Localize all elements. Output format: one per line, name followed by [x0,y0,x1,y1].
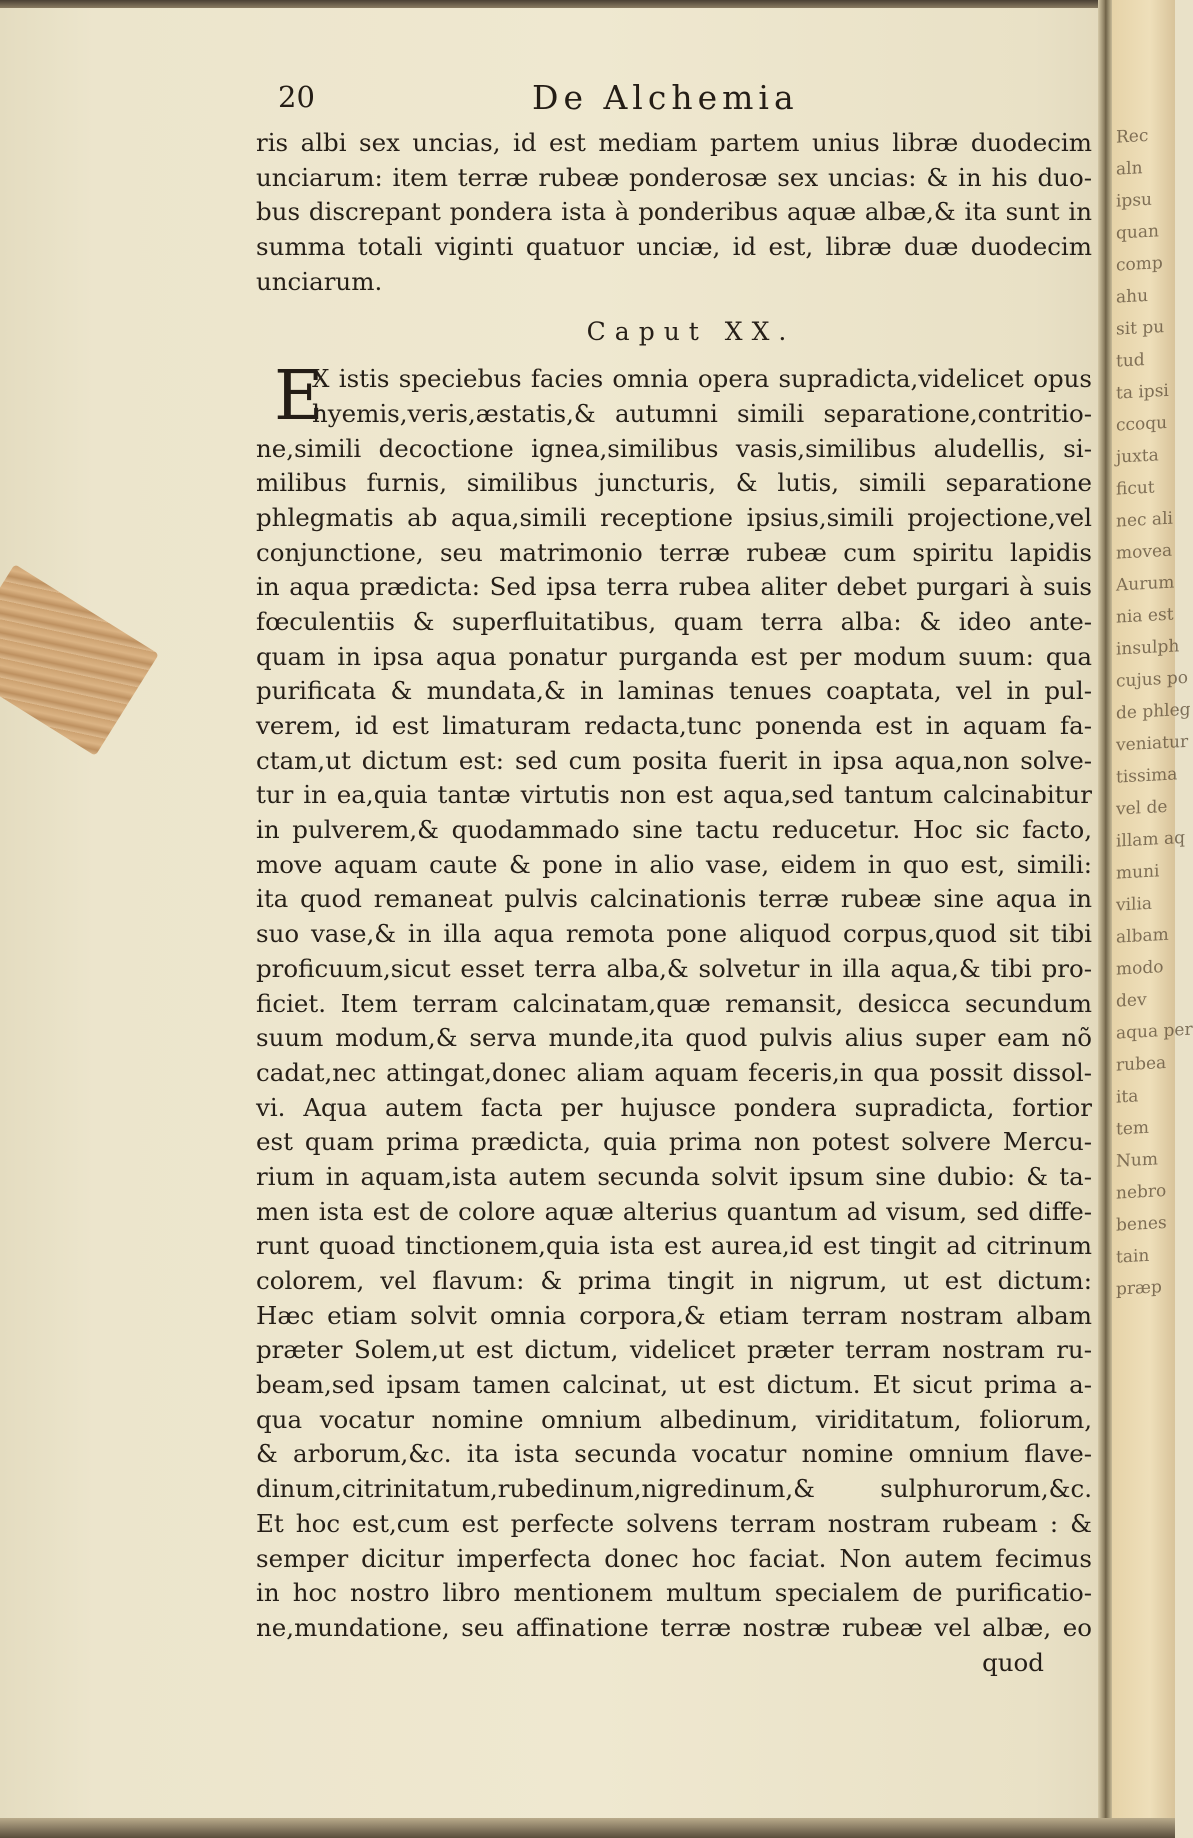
text-line: summa totali viginti quatuor unciæ, id est, libræ duæ duodecim [256,232,1092,262]
text-line: move aquam caute & pone in alio vase, eidem in quo est, simili: [256,849,1092,879]
body-text [256,126,1092,1680]
text-line: est quam prima prædicta, quia prima non potest solvere Mercu- [256,1127,1092,1157]
text-line: suo vase,& in illa aqua remota pone aliquod corpus,quod sit tibi [256,919,1092,949]
text-line: in hoc nostro libro mentionem multum specialem de purificatio- [256,1578,1092,1608]
facing-page-fragment: Num [1116,1149,1158,1172]
chapter-heading: Caput XX. [586,317,796,347]
facing-page-fragment: nia est [1116,604,1174,628]
facing-page-fragment: tissima [1116,764,1178,788]
facing-page-fragment: veniatur [1116,731,1189,756]
text-line: phlegmatis ab aqua,simili receptione ipsius,simili projectione,vel [256,502,1092,532]
text-line: unciarum: item terræ rubeæ ponderosæ sex uncias: & in his duo- [256,162,1092,192]
facing-page-fragment: rubea [1116,1052,1167,1076]
facing-page-fragment: juxta [1116,445,1159,468]
facing-page-fragment: ipsu [1116,189,1152,212]
text-line: qua vocatur nomine omnium albedinum, viriditatum, foliorum, [256,1404,1092,1434]
text-line: fœculentiis & superfluitatibus, quam terra alba: & ideo ante- [256,606,1092,636]
facing-page-fragment: aqua per [1116,1019,1193,1044]
text-line: dinum,citrinitatum,rubedinum,nigredinum,& sulphurorum,&c. [256,1474,1092,1504]
facing-page-fragment: benes [1116,1212,1167,1236]
text-line: purificata & mundata,& in laminas tenues coaptata, vel in pul- [256,676,1092,706]
facing-page-fragment: ita [1116,1086,1139,1108]
text-line: Hæc etiam solvit omnia corpora,& etiam terram nostram albam [256,1300,1092,1330]
facing-page-text [1116,120,1193,1304]
facing-page-fragment: ficut [1116,477,1155,500]
catchword: quod [982,1647,1044,1677]
facing-page-fragment: vel de [1116,796,1168,820]
facing-page-fragment: sit pu [1116,317,1165,340]
text-line: semper dicitur imperfecta donec hoc faciat. Non autem fecimus [256,1543,1092,1573]
text-line: conjunctione, seu matrimonio terræ rubeæ cum spiritu lapidis [256,537,1092,567]
paragraph-continuation [256,126,1092,299]
facing-page-fragment: illam aq [1116,827,1185,852]
facing-page-fragment: aln [1116,158,1143,180]
text-line: quam in ipsa aqua ponatur purganda est per modum suum: qua [256,641,1092,671]
facing-page-fragment: comp [1116,253,1163,276]
text-line: X istis speciebus facies omnia opera supradicta,videlicet opus [312,364,1092,394]
facing-page-fragment: nec ali [1116,508,1173,532]
facing-page [1112,0,1193,1838]
text-line: ctam,ut dictum est: sed cum posita fuerit in ipsa aqua,non solve- [256,745,1092,775]
facing-page-fragment: muni [1116,861,1160,884]
page-number: 20 [278,80,315,114]
text-line: Et hoc est,cum est perfecte solvens terram nostram rubeam : & [256,1508,1092,1538]
text-line: in aqua prædicta: Sed ipsa terra rubea aliter debet purgari à suis [256,572,1092,602]
text-line: beam,sed ipsam tamen calcinat, ut est dictum. Et sicut prima a- [256,1370,1092,1400]
page-top-edge [0,0,1175,8]
facing-page-fragment: nebro [1116,1180,1167,1204]
facing-page-fragment: ccoqu [1116,412,1168,436]
text-line: ita quod remaneat pulvis calcinationis terræ rubeæ sine aqua in [256,884,1092,914]
dropcap-lines [256,357,1092,437]
text-line: præter Solem,ut est dictum, videlicet præter terram nostram ru- [256,1335,1092,1365]
facing-page-fragment: tud [1116,350,1145,372]
facing-page-fragment: vilia [1116,893,1153,916]
facing-page-fragment: ahu [1116,285,1149,308]
chapter-paragraph [256,432,1092,1646]
text-line: rium in aquam,ista autem secunda solvit ipsum sine dubio: & ta- [256,1161,1092,1191]
text-line: ficiet. Item terram calcinatam,quæ remansit, desicca secundum [256,988,1092,1018]
text-line: & arborum,&c. ita ista secunda vocatur nomine omnium flave- [256,1439,1092,1469]
facing-page-fragment: modo [1116,957,1164,980]
text-line: in pulverem,& quodammado sine tactu reducetur. Hoc sic facto, [256,815,1092,845]
chapter-opening [256,357,1092,437]
drop-cap: E [274,357,324,437]
facing-page-fragment: Rec [1116,125,1149,148]
page-header [278,78,1088,128]
facing-page-fragment: dev [1116,989,1147,1012]
text-line: cadat,nec attingat,donec aliam aquam feceris,in qua possit dissol- [256,1057,1092,1087]
text-line: verem, id est limaturam redacta,tunc ponenda est in aquam fa- [256,711,1092,740]
text-line: ris albi sex uncias, id est mediam partem unius libræ duodecim [256,128,1092,157]
facing-page-fragment: tem [1116,1117,1150,1140]
facing-page-fragment: quan [1116,221,1159,244]
text-line: hyemis,veris,æstatis,& autumni simili separatione,contritio- [312,398,1092,428]
text-line: milibus furnis, similibus juncturis, & lutis, simili separatione [256,468,1092,498]
text-line: tur in ea,quia tantæ virtutis non est aqua,sed tantum calcinabitur [256,780,1092,810]
text-line: colorem, vel flavum: & prima tingit in nigrum, ut est dictum: [256,1266,1092,1295]
facing-page-fragment: ta ipsi [1116,380,1169,404]
text-line: unciarum. [256,266,383,296]
text-line: runt quoad tinctionem,quia ista est aurea,id est tingit ad citrinum [256,1231,1092,1261]
facing-page-fragment: movea [1116,540,1173,564]
facing-page-fragment: præp [1116,1277,1162,1300]
text-line: proficuum,sicut esset terra alba,& solvetur in illa aqua,& tibi pro- [256,953,1092,983]
text-line: vi. Aqua autem facta per hujusce pondera supradicta, fortior [256,1092,1092,1122]
page-bottom-edge [0,1818,1175,1838]
running-title: De Alchemia [532,78,799,117]
facing-page-fragment: tain [1116,1245,1150,1268]
text-line: suum modum,& serva munde,ita quod pulvis alius super eam nõ [256,1023,1092,1053]
text-line: ne,mundatione, seu affinatione terræ nostræ rubeæ vel albæ, eo [256,1612,1092,1642]
text-line: bus discrepant pondera ista à ponderibus aquæ albæ,& ita sunt in [256,197,1092,227]
book-gutter [1098,0,1112,1838]
facing-page-fragment: Aurum [1116,572,1175,596]
text-line: ne,simili decoctione ignea,similibus vasis,similibus aludellis, si- [256,433,1092,463]
text-line: men ista est de colore aquæ alterius quantum ad visum, sed diffe- [256,1196,1092,1226]
facing-page-fragment: de phleg [1116,699,1191,724]
facing-page-fragment: albam [1116,924,1169,948]
facing-page-fragment: insulph [1116,636,1180,660]
facing-page-fragment: cujus po [1116,667,1188,692]
